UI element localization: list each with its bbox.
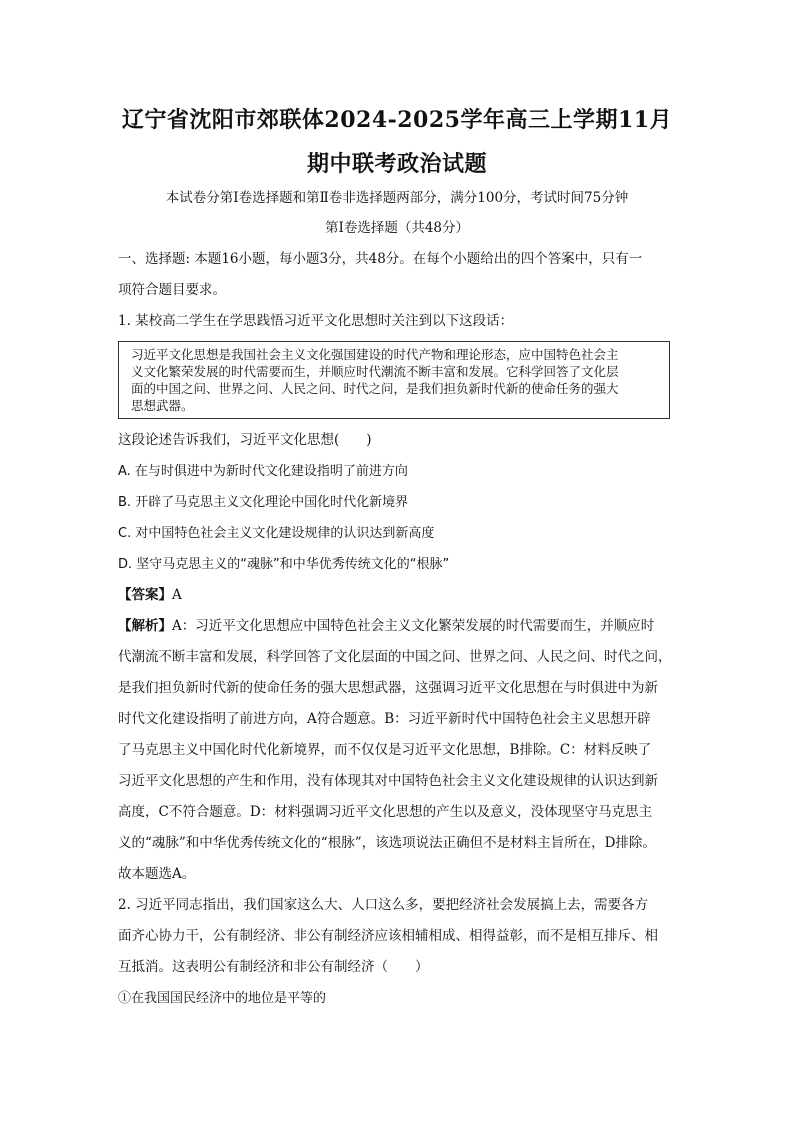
analysis-label: 【解析】 xyxy=(118,618,172,634)
question-1-stem: 1. 某校高二学生在学思践悟习近平文化思想时关注到以下这段话： xyxy=(118,313,514,329)
answer-line xyxy=(118,580,683,611)
instructions-line: 一、选择题: 本题16小题，每小题3分，共48分。在每个小题给出的四个答案中，只有一 xyxy=(118,251,643,267)
material-line: 义文化繁荣发展的时代需要而生，并顺应时代潮流不断丰富和发展。它科学回答了文化层 xyxy=(131,364,619,379)
option-c: C. 对中国特色社会主义文化建设规律的认识达到新高度 xyxy=(118,526,435,541)
analysis-line: 习近平文化思想的产生和作用，没有体现其对中国特色社会主义文化建设规律的认识达到新 xyxy=(118,773,658,789)
answer-label: 【答案】 xyxy=(118,587,172,603)
analysis-line: 代潮流不断丰富和发展，科学回答了文化层面的中国之问、世界之问、人民之问、时代之问， xyxy=(118,649,672,665)
analysis-line: 高度，C不符合题意。D：材料强调习近平文化思想的产生以及意义，没体现坚守马克思主 xyxy=(118,804,653,820)
exam-intro: 本试卷分第Ⅰ卷选择题和第Ⅱ卷非选择题两部分，满分100分，考试时间75分钟 xyxy=(165,190,629,206)
question-1-material-box xyxy=(118,341,670,419)
instructions-line: 项符合题目要求。 xyxy=(118,282,226,298)
option-d: D. 坚守马克思主义的“魂脉”和中华优秀传统文化的“根脉” xyxy=(118,557,450,572)
analysis-line: 了马克思主义中国化时代化新境界，而不仅仅是习近平文化思想，B排除。C：材料反映了 xyxy=(118,742,652,758)
option-a: A. 在与时俱进中为新时代文化建设指明了前进方向 xyxy=(118,464,408,479)
analysis-line: 故本题选A。 xyxy=(118,866,196,882)
analysis-line: 是我们担负新时代新的使命任务的强大思想武器，这强调习近平文化思想在与时俱进中为新 xyxy=(118,680,658,696)
analysis-text: A：习近平文化思想应中国特色社会主义文化繁荣发展的时代需要而生，并顺应时 xyxy=(172,618,655,634)
material-line: 习近平文化思想是我国社会主义文化强国建设的时代产物和理论形态，应中国特色社会主 xyxy=(131,347,619,362)
question-2-stem: 互抵消。这表明公有制经济和非公有制经济（ ） xyxy=(118,959,429,975)
material-line: 思想武器。 xyxy=(131,398,194,413)
analysis-line xyxy=(118,611,683,642)
section-heading: 第Ⅰ卷选择题（共48分） xyxy=(324,220,469,236)
answer-value: A xyxy=(172,587,182,603)
question-2-stem: 面齐心协力干，公有制经济、非公有制经济应该相辅相成、相得益彰，而不是相互排斥、相 xyxy=(118,928,658,944)
question-2-item-1: ①在我国国民经济中的地位是平等的 xyxy=(118,991,327,1006)
page-title-line2: 期中联考政治试题 xyxy=(306,151,487,177)
analysis-line: 时代文化建设指明了前进方向，A符合题意。B：习近平新时代中国特色社会主义思想开辟 xyxy=(118,711,651,727)
question-1-question: 这段论述告诉我们，习近平文化思想( ) xyxy=(118,432,372,448)
question-2-stem: 2. 习近平同志指出，我们国家这么大、人口这么多，要把经济社会发展搞上去，需要各方 xyxy=(118,897,649,913)
page-title-line1: 辽宁省沈阳市郊联体2024-2025学年高三上学期11月 xyxy=(121,107,673,133)
analysis-line: 义的“魂脉”和中华优秀传统文化的“根脉”，该选项说法正确但不是材料主旨所在，D排除。 xyxy=(118,835,656,851)
option-b: B. 开辟了马克思主义文化理论中国化时代化新境界 xyxy=(118,495,409,510)
material-line: 面的中国之问、世界之问、人民之问、时代之问，是我们担负新时代新的使命任务的强大 xyxy=(131,381,619,396)
exam-content xyxy=(118,244,683,1014)
